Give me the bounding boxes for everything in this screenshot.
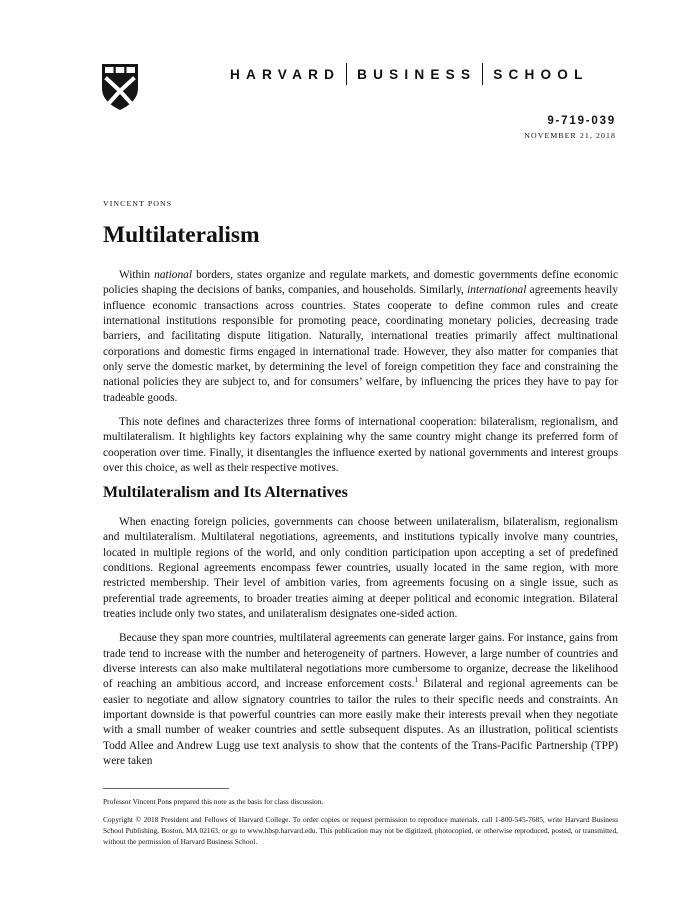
body-paragraph: Within national borders, states organize and regulate markets, and domestic governments define economic policies shaping the decisions of banks, companies, and households. Similarly, international agreements heavily influence economic transactions across countries. States cooperate to define common rules and create international institutions responsible for promoting peace, coordinating monetary policies, decreasing trade barriers, and facilitating dispute litigation. Naturally, international treaties primarily affect multinational corporations and domestic firms engaged in international trade. However, they also matter for companies that only serve the domestic market, by determining the level of foreign competition they face and constraining the national policies they are subject to, and for consumers’ welfare, by influencing the prices they have to pay for tradeable goods. (103, 269, 618, 404)
document-title: Multilateralism (103, 222, 260, 248)
masthead-word-business: BUSINESS (357, 66, 477, 82)
copyright-notice: Copyright © 2018 President and Fellows of Harvard College. To order copies or request permission to reproduce materials, call 1-800-545-7685, write Harvard Business School Publishing, Boston, MA 02163, or go to www.hbsp.harvard.edu. This publication may not be digitized, photocopied, or otherwise reproduced, posted, or transmitted, without the permission of Harvard Business School. (103, 815, 618, 846)
footnote-ref: 1 (414, 675, 419, 685)
body-paragraph: When enacting foreign policies, governments can choose between unilateralism, bilateralism, regionalism and multilateralism. Multilateral negotiations, agreements, and institutions typically involve many countries, located in multiple regions of the world, and only condition participation upon accepting a set of predefined conditions. Regional agreements encompass fewer countries, usually located in the same region, with more restricted membership. Their level of ambition varies, from agreements focusing on a single issue, such as preferential trade agreements, to broader treaties aiming at deeper political and economic integration. Bilateral treaties include only two states, and unilateralism designates one-sided action. (103, 516, 618, 621)
section-body (103, 515, 618, 770)
masthead-divider (346, 63, 347, 85)
body-paragraph: This note defines and characterizes three forms of international cooperation: bilateralism, regionalism, and multilateralism. It highlights key factors explaining why the same country might change its preferred form of cooperation over time. Finally, it disentangles the influence exerted by national governments and interest groups over this choice, as well as their respective motives. (103, 416, 618, 475)
case-number: 9-719-039 (547, 115, 616, 127)
masthead-word-harvard: HARVARD (230, 66, 341, 82)
body-paragraph: Because they span more countries, multilateral agreements can generate larger gains. For instance, gains from trade tend to increase with the number and heterogeneity of partners. However, a large number of countries and diverse interests can also make multilateral negotiations more cumbersome to organize, decrease the likelihood of reaching an ambitious accord, and increase enforcement costs.$^1$ Bilateral and regional agreements can be easier to negotiate and allow signatory countries to tailor the rules to their specific needs and constraints. An important downside is that powerful countries can more easily make their interests prevail when they negotiate with a small number of weaker countries and settle subsequent disputes. As an illustration, political scientists Todd Allee and Andrew Lugg use text analysis to show that the contents of the Trans-Pacific Partnership (TPP) were taken (103, 632, 618, 768)
section-heading: Multilateralism and Its Alternatives (103, 484, 348, 501)
footnote-divider (103, 788, 229, 789)
masthead-word-school: SCHOOL (493, 66, 589, 82)
hbs-shield-logo (102, 64, 138, 110)
emphasis-national: national (154, 269, 192, 281)
author-name: VINCENT PONS (103, 199, 173, 208)
footnote-note: Professor Vincent Pons prepared this note as the basis for class discussion. (103, 797, 324, 806)
masthead-divider (482, 63, 483, 85)
emphasis-international: international (467, 284, 527, 297)
case-date: NOVEMBER 21, 2018 (524, 131, 616, 140)
intro-section (103, 268, 618, 476)
school-masthead (230, 63, 622, 85)
